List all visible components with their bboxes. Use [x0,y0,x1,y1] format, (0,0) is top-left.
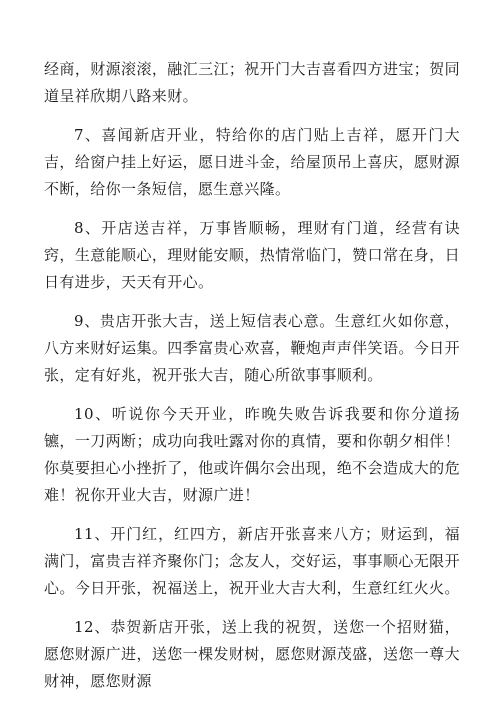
paragraph-8: 8、开店送吉祥，万事皆顺畅，理财有门道，经营有诀窍，生意能顺心，理财能安顺，热情常临门，赞口常在身，日日有进步，天天有开心。 [44,219,460,291]
paragraph-7: 7、喜闻新店开业，特给你的店门贴上吉祥，愿开门大吉，给窗户挂上好运，愿日进斗金，给屋顶吊上喜庆，愿财源不断，给你一条短信，愿生意兴隆。 [44,126,460,198]
paragraph-12: 12、恭贺新店开张，送上我的祝贺，送您一个招财猫，愿您财源广进，送您一棵发财树，愿您财源茂盛，送您一尊大财神，愿您财源 [44,618,460,690]
paragraph-10: 10、听说你今天开业，昨晚失败告诉我要和你分道扬镳，一刀两断；成功向我吐露对你的真情，要和你朝夕相伴！你莫要担心小挫折了，他或许偶尔会出现，绝不会造成大的危难！祝你开业大吉，财源广进！ [44,405,460,504]
paragraph-11: 11、开门红，红四方，新店开张喜来八方；财运到，福满门，富贵吉祥齐聚你门；念友人，交好运，事事顺心无限开心。今日开张，祝福送上，祝开业大吉大利，生意红红火火。 [44,525,460,597]
paragraph-9: 9、贵店开张大吉，送上短信表心意。生意红火如你意，八方来财好运集。四季富贵心欢喜，鞭炮声声伴笑语。今日开张，定有好兆，祝开张大吉，随心所欲事事顺利。 [44,312,460,384]
paragraph-continuation: 经商，财源滚滚，融汇三江；祝开门大吉喜看四方进宝；贺同道呈祥欣期八路来财。 [44,60,460,105]
